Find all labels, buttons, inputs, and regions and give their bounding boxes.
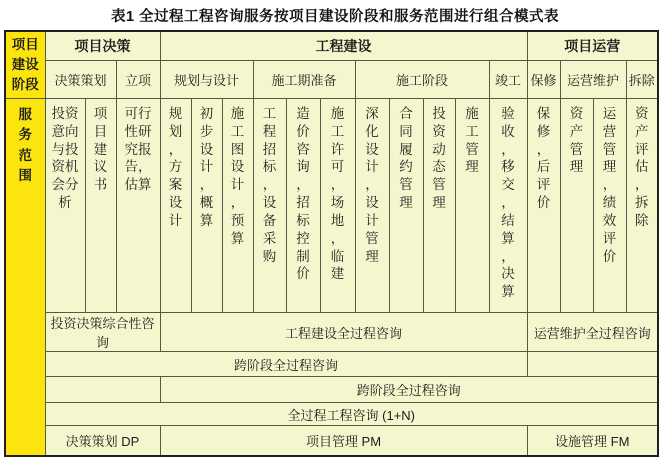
table-title: 表1 全过程工程咨询服务按项目建设阶段和服务范围进行组合模式表 bbox=[110, 9, 560, 25]
service-text: 造价咨询，招标控制价 bbox=[296, 106, 310, 282]
service-cell bbox=[191, 99, 222, 313]
combo-cross-stage-1: 跨阶段全过程咨询 bbox=[45, 352, 527, 377]
service-text: 施工图设计，预算 bbox=[230, 106, 245, 246]
combo-fm: 设施管理 FM bbox=[527, 426, 658, 457]
service-cell bbox=[253, 99, 286, 313]
stage-group-decision: 项目决策 bbox=[45, 31, 160, 61]
combo-whole-process-1n: 全过程工程咨询 (1+N) bbox=[45, 403, 658, 426]
empty-cell bbox=[45, 377, 160, 403]
service-cell bbox=[626, 99, 658, 313]
service-row bbox=[5, 99, 658, 313]
corner-service-scope-label: 服务范围 bbox=[18, 107, 32, 183]
service-text: 保修，后评价 bbox=[536, 106, 551, 211]
service-cell bbox=[423, 99, 455, 313]
corner-service-scope bbox=[5, 99, 45, 457]
combo-pm: 项目管理 PM bbox=[160, 426, 527, 457]
corner-project-stage-label: 项目建设阶段 bbox=[11, 36, 39, 93]
stage-cell: 决策策划 bbox=[45, 61, 116, 99]
service-text: 规划，方案设计 bbox=[168, 106, 183, 228]
stage-cell: 规划与设计 bbox=[160, 61, 253, 99]
combo-construction-whole-process: 工程建设全过程咨询 bbox=[160, 313, 527, 352]
service-cell bbox=[527, 99, 560, 313]
service-cell bbox=[455, 99, 489, 313]
stage-cell: 拆除 bbox=[626, 61, 658, 99]
service-text: 可行性研究报告，估算 bbox=[124, 106, 152, 193]
corner-project-stage bbox=[5, 31, 45, 99]
stage-cell: 施工期准备 bbox=[253, 61, 355, 99]
stage-row bbox=[5, 61, 658, 99]
service-cell bbox=[286, 99, 320, 313]
service-text: 施工管理 bbox=[465, 106, 479, 175]
service-text: 资产管理 bbox=[569, 106, 584, 175]
combo-row-4 bbox=[5, 403, 658, 426]
page bbox=[0, 5, 670, 449]
service-cell bbox=[560, 99, 593, 313]
stage-cell: 运营维护 bbox=[560, 61, 626, 99]
service-cell bbox=[116, 99, 160, 313]
combo-investment-consulting: 投资决策综合性咨询 bbox=[45, 313, 160, 352]
service-text: 验收，移交，结算，决算 bbox=[501, 106, 515, 300]
combo-dp: 决策策划 DP bbox=[45, 426, 160, 457]
service-cell bbox=[355, 99, 389, 313]
empty-cell bbox=[527, 352, 658, 377]
service-cell bbox=[489, 99, 527, 313]
service-text: 项目建议书 bbox=[93, 106, 108, 193]
stage-cell: 立项 bbox=[116, 61, 160, 99]
service-text: 工程招标，设备采购 bbox=[262, 106, 277, 264]
combo-row-3 bbox=[5, 377, 658, 403]
service-text: 运营管理，绩效评价 bbox=[602, 106, 617, 264]
service-cell bbox=[45, 99, 85, 313]
service-cell bbox=[222, 99, 253, 313]
combo-operation-whole-process: 运营维护全过程咨询 bbox=[527, 313, 658, 352]
combo-row-2 bbox=[5, 352, 658, 377]
service-cell bbox=[85, 99, 116, 313]
service-text: 初步设计，概算 bbox=[199, 106, 214, 228]
service-text: 投资意向与投资机会分析 bbox=[51, 106, 79, 211]
stage-cell: 保修 bbox=[527, 61, 560, 99]
service-text: 合同履约管理 bbox=[399, 106, 413, 211]
service-text: 深化设计，设计管理 bbox=[365, 106, 379, 264]
stage-cell: 施工阶段 bbox=[355, 61, 489, 99]
combo-cross-stage-2: 跨阶段全过程咨询 bbox=[160, 377, 658, 403]
combination-mode-table bbox=[4, 30, 659, 457]
stage-group-row bbox=[5, 31, 658, 61]
service-text: 投资动态管理 bbox=[432, 106, 446, 211]
service-cell bbox=[389, 99, 423, 313]
service-text: 资产评估，拆除 bbox=[634, 106, 649, 228]
stage-cell: 竣工 bbox=[489, 61, 527, 99]
combo-row-5 bbox=[5, 426, 658, 457]
combo-row-1 bbox=[5, 313, 658, 352]
stage-group-construction: 工程建设 bbox=[160, 31, 527, 61]
service-cell bbox=[160, 99, 191, 313]
stage-group-operation: 项目运营 bbox=[527, 31, 658, 61]
service-text: 施工许可，场地，临建 bbox=[330, 106, 345, 282]
service-cell bbox=[593, 99, 626, 313]
service-cell bbox=[320, 99, 355, 313]
